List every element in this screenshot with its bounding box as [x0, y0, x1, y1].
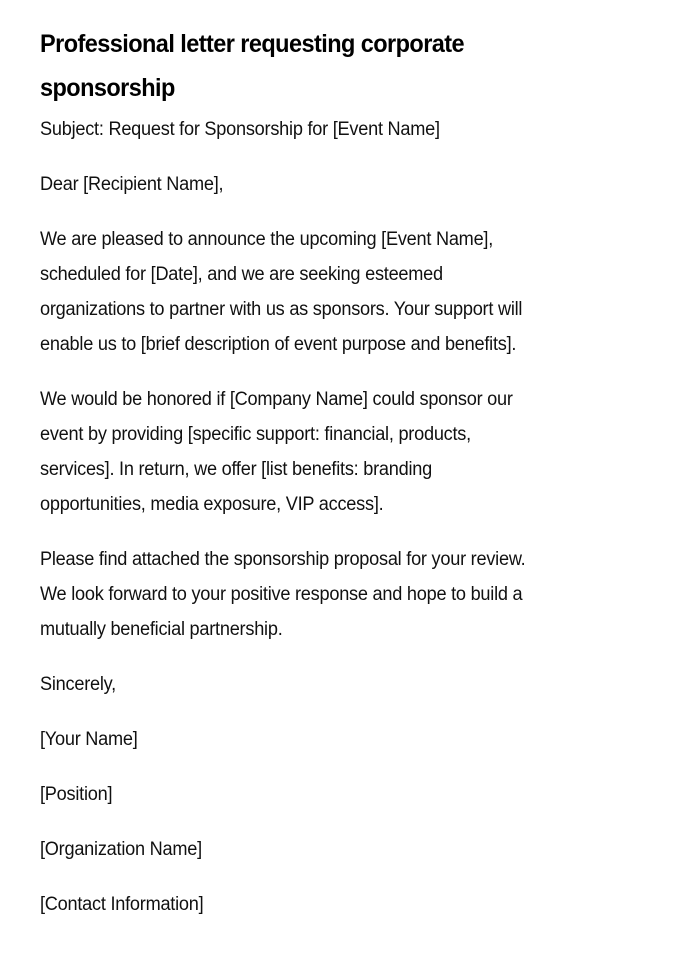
paragraph-line: event by providing [specific support: financial, products,	[40, 424, 471, 445]
signature-organization: [Organization Name]	[40, 839, 202, 860]
paragraph-line: mutually beneficial partnership.	[40, 619, 283, 640]
subject-line: Subject: Request for Sponsorship for [Event Name]	[40, 119, 440, 140]
title-line: sponsorship	[40, 74, 175, 102]
paragraph-line: organizations to partner with us as sponsors. Your support will	[40, 299, 523, 320]
title-line: Professional letter requesting corporate	[40, 30, 465, 58]
paragraph-line: We look forward to your positive response and hope to build a	[40, 584, 523, 605]
document-title	[40, 22, 566, 110]
salutation: Dear [Recipient Name],	[40, 174, 224, 195]
closing-phrase: Sincerely,	[40, 674, 116, 695]
paragraph-line: scheduled for [Date], and we are seeking esteemed	[40, 264, 443, 285]
paragraph-line: services]. In return, we offer [list benefits: branding	[40, 459, 432, 480]
body-paragraph-announcement	[40, 222, 651, 362]
paragraph-line: We are pleased to announce the upcoming [Event Name],	[40, 229, 494, 250]
body-paragraph-closing	[40, 542, 651, 647]
signature-name: [Your Name]	[40, 729, 138, 750]
paragraph-line: enable us to [brief description of event purpose and benefits].	[40, 334, 517, 355]
paragraph-line: We would be honored if [Company Name] could sponsor our	[40, 389, 513, 410]
signature-contact: [Contact Information]	[40, 894, 204, 915]
paragraph-line: Please find attached the sponsorship proposal for your review.	[40, 549, 526, 570]
signature-position: [Position]	[40, 784, 113, 805]
paragraph-line: opportunities, media exposure, VIP access].	[40, 494, 384, 515]
body-paragraph-request	[40, 382, 651, 522]
